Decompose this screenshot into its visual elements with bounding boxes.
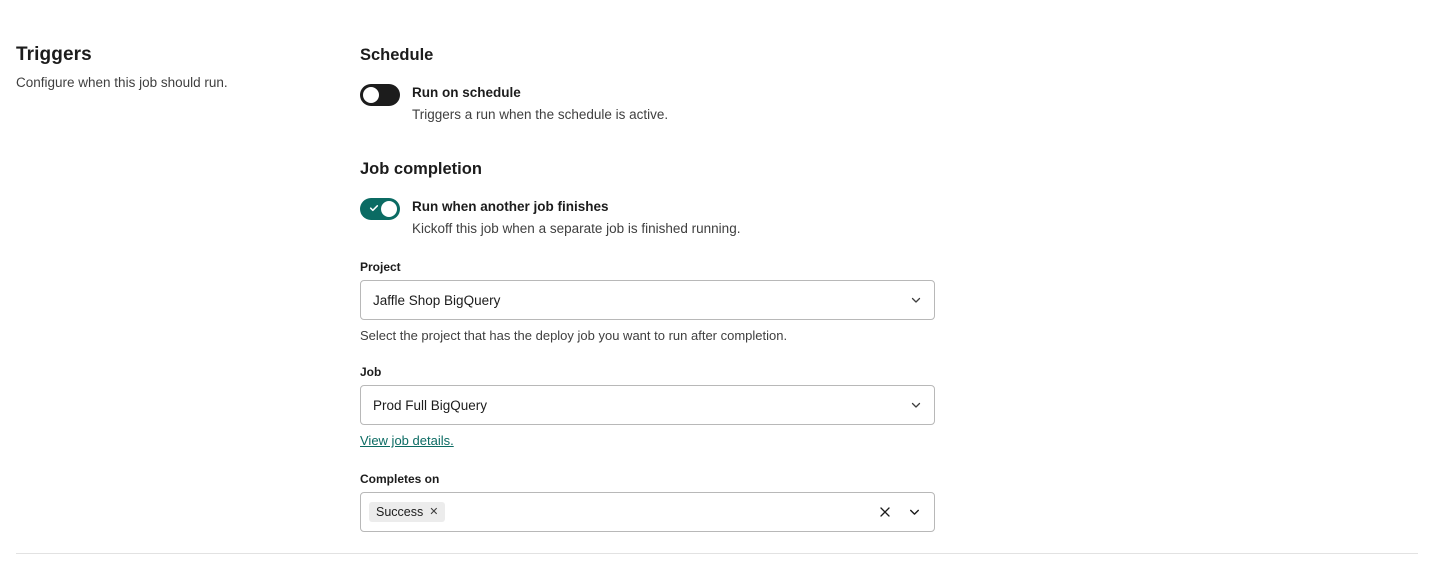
triggers-form <box>360 46 960 532</box>
project-label: Project <box>360 260 401 274</box>
close-icon[interactable] <box>878 505 892 519</box>
toggle-knob <box>381 201 397 217</box>
run-when-job-finishes-row <box>360 197 960 238</box>
run-when-job-finishes-texts <box>412 197 740 238</box>
chevron-down-icon <box>910 399 922 411</box>
job-field-block <box>360 365 960 450</box>
run-on-schedule-texts <box>412 83 668 124</box>
triggers-section-header <box>16 44 316 93</box>
schedule-heading: Schedule <box>360 46 434 64</box>
completes-on-chip <box>369 502 445 522</box>
run-when-job-finishes-label: Run when another job finishes <box>412 199 609 214</box>
chip-remove-icon[interactable]: ✕ <box>429 505 439 518</box>
project-field-block <box>360 260 960 343</box>
job-select[interactable] <box>360 385 935 425</box>
section-divider <box>16 553 1418 554</box>
page-subtitle: Configure when this job should run. <box>16 75 228 90</box>
run-on-schedule-row <box>360 83 960 124</box>
project-selected-value: Jaffle Shop BigQuery <box>373 292 501 308</box>
completes-on-label: Completes on <box>360 472 440 486</box>
toggle-knob <box>363 87 379 103</box>
completes-on-multiselect[interactable] <box>360 492 935 532</box>
project-help-text: Select the project that has the deploy job you want to run after completion. <box>360 328 788 343</box>
run-on-schedule-description: Triggers a run when the schedule is active. <box>412 107 669 122</box>
page-title: Triggers <box>16 44 92 65</box>
chevron-down-icon[interactable] <box>908 506 921 519</box>
run-on-schedule-label: Run on schedule <box>412 85 521 100</box>
run-on-schedule-toggle[interactable] <box>360 84 400 106</box>
chip-label: Success <box>376 505 424 519</box>
job-completion-heading: Job completion <box>360 160 482 178</box>
completes-on-field-block <box>360 472 960 532</box>
run-when-job-finishes-toggle[interactable] <box>360 198 400 220</box>
check-icon <box>369 203 379 213</box>
run-when-job-finishes-description: Kickoff this job when a separate job is finished running. <box>412 221 741 236</box>
view-job-details-link[interactable]: View job details. <box>360 433 454 448</box>
job-label: Job <box>360 365 382 379</box>
chevron-down-icon <box>910 294 922 306</box>
project-select[interactable] <box>360 280 935 320</box>
job-selected-value: Prod Full BigQuery <box>373 397 488 413</box>
